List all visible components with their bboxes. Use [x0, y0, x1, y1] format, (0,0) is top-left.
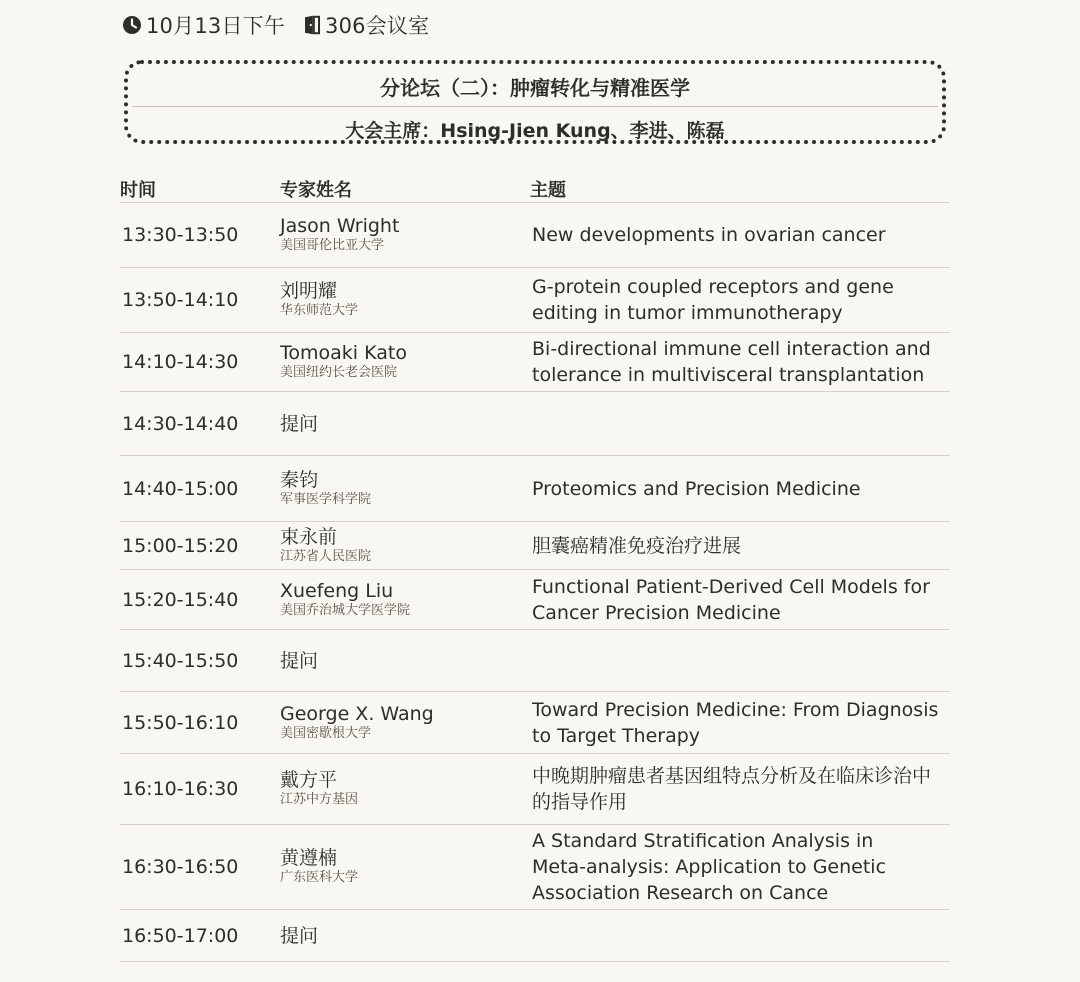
row-time: 14:40-15:00 — [122, 477, 239, 500]
session-room — [303, 10, 429, 40]
speaker-institution: 美国纽约长老会医院 — [280, 365, 398, 380]
topic-line: 中晚期肿瘤患者基因组特点分析及在临床诊治中 — [532, 765, 932, 787]
speaker-institution: 军事医学科学院 — [280, 491, 372, 507]
speaker-name: George X. Wang — [280, 702, 434, 725]
topic-line: Proteomics and Precision Medicine — [532, 477, 861, 500]
table-row — [120, 825, 950, 910]
speaker-name: 提问 — [280, 649, 319, 672]
session-header-box — [124, 60, 946, 144]
row-time: 15:00-15:20 — [122, 534, 239, 557]
table-row — [120, 268, 950, 333]
speaker-name: 刘明耀 — [280, 280, 338, 302]
schedule-table — [120, 176, 950, 962]
clock-icon — [122, 15, 146, 35]
topic-line: Cancer Precision Medicine — [532, 601, 781, 624]
row-time: 16:50-17:00 — [122, 924, 239, 947]
speaker-institution: 美国哥伦比亚大学 — [280, 238, 385, 253]
session-title: 分论坛（二）：肿瘤转化与精准医学 — [380, 76, 690, 100]
row-topic — [532, 333, 962, 391]
table-row — [120, 692, 950, 754]
row-speaker — [280, 333, 520, 391]
row-time: 15:50-16:10 — [122, 711, 239, 734]
row-time: 14:30-14:40 — [122, 412, 239, 435]
session-date-time — [122, 10, 285, 40]
row-speaker — [280, 522, 520, 569]
table-row — [120, 570, 950, 630]
speaker-name: 提问 — [280, 412, 319, 435]
speaker-name: 黄遵楠 — [280, 847, 338, 869]
table-row — [120, 754, 950, 825]
row-time: 14:10-14:30 — [122, 351, 239, 373]
speaker-institution: 广东医科大学 — [280, 870, 359, 885]
speaker-institution: 华东师范大学 — [280, 303, 359, 318]
row-speaker — [280, 268, 520, 332]
row-speaker — [280, 692, 520, 753]
schedule-header — [120, 176, 950, 203]
speaker-name: 束永前 — [280, 525, 338, 548]
row-topic — [532, 456, 962, 521]
speaker-name: 戴方平 — [280, 769, 338, 791]
speaker-name: Tomoaki Kato — [280, 342, 407, 364]
row-speaker — [280, 456, 520, 521]
row-topic — [532, 825, 962, 909]
topic-line: 的指导作用 — [532, 791, 628, 813]
row-speaker — [280, 570, 520, 629]
session-date-text: 10月13日下午 — [146, 14, 286, 38]
speaker-name: 秦钧 — [280, 468, 319, 491]
row-speaker — [280, 392, 520, 455]
table-row — [120, 456, 950, 522]
row-speaker — [280, 754, 520, 824]
row-speaker — [280, 630, 520, 691]
row-time: 13:50-14:10 — [122, 289, 239, 311]
session-chairs: 大会主席：Hsing-Jien Kung、李进、陈磊 — [345, 120, 725, 142]
speaker-name: 提问 — [280, 924, 319, 947]
speaker-institution: 江苏省人民医院 — [280, 548, 372, 564]
row-time: 16:10-16:30 — [122, 778, 239, 800]
row-topic — [532, 754, 962, 824]
session-meta — [122, 8, 429, 42]
row-topic — [532, 692, 962, 753]
header-time: 时间 — [120, 180, 156, 201]
topic-line: New developments in ovarian cancer — [532, 224, 886, 246]
speaker-name: Xuefeng Liu — [280, 579, 394, 602]
topic-line: Toward Precision Medicine: From Diagnosis — [532, 698, 939, 721]
speaker-institution: 美国乔治城大学医学院 — [280, 602, 411, 618]
table-row — [120, 333, 950, 392]
session-room-text: 306会议室 — [325, 14, 430, 38]
table-row — [120, 392, 950, 456]
table-row — [120, 203, 950, 268]
speaker-institution: 美国密歇根大学 — [280, 725, 372, 741]
row-topic — [532, 570, 962, 629]
row-topic — [532, 522, 962, 569]
row-speaker — [280, 825, 520, 909]
speaker-name: Jason Wright — [280, 215, 400, 237]
row-time: 15:40-15:50 — [122, 649, 239, 672]
topic-line: 胆囊癌精准免疫治疗进展 — [532, 534, 742, 557]
row-time: 15:20-15:40 — [122, 588, 239, 611]
topic-line: Association Research on Cance — [532, 882, 829, 904]
topic-line: tolerance in multivisceral transplantation — [532, 364, 925, 386]
row-topic — [532, 203, 962, 267]
topic-line: to Target Therapy — [532, 724, 701, 747]
table-row — [120, 910, 950, 962]
session-divider — [132, 106, 938, 107]
topic-line: A Standard Stratification Analysis in — [532, 830, 874, 852]
row-time: 16:30-16:50 — [122, 856, 239, 878]
table-row — [120, 630, 950, 692]
row-speaker — [280, 910, 520, 961]
table-row — [120, 522, 950, 570]
row-speaker — [280, 203, 520, 267]
header-speaker: 专家姓名 — [280, 180, 352, 201]
topic-line: G-protein coupled receptors and gene — [532, 276, 894, 298]
topic-line: Functional Patient-Derived Cell Models for — [532, 575, 930, 598]
row-time: 13:30-13:50 — [122, 224, 239, 246]
row-topic — [532, 268, 962, 332]
header-topic: 主题 — [530, 180, 566, 201]
door-icon — [303, 15, 325, 35]
topic-line: editing in tumor immunotherapy — [532, 302, 843, 324]
speaker-institution: 江苏中方基因 — [280, 792, 359, 807]
topic-line: Bi-directional immune cell interaction and — [532, 338, 931, 360]
topic-line: Meta-analysis: Application to Genetic — [532, 856, 887, 878]
